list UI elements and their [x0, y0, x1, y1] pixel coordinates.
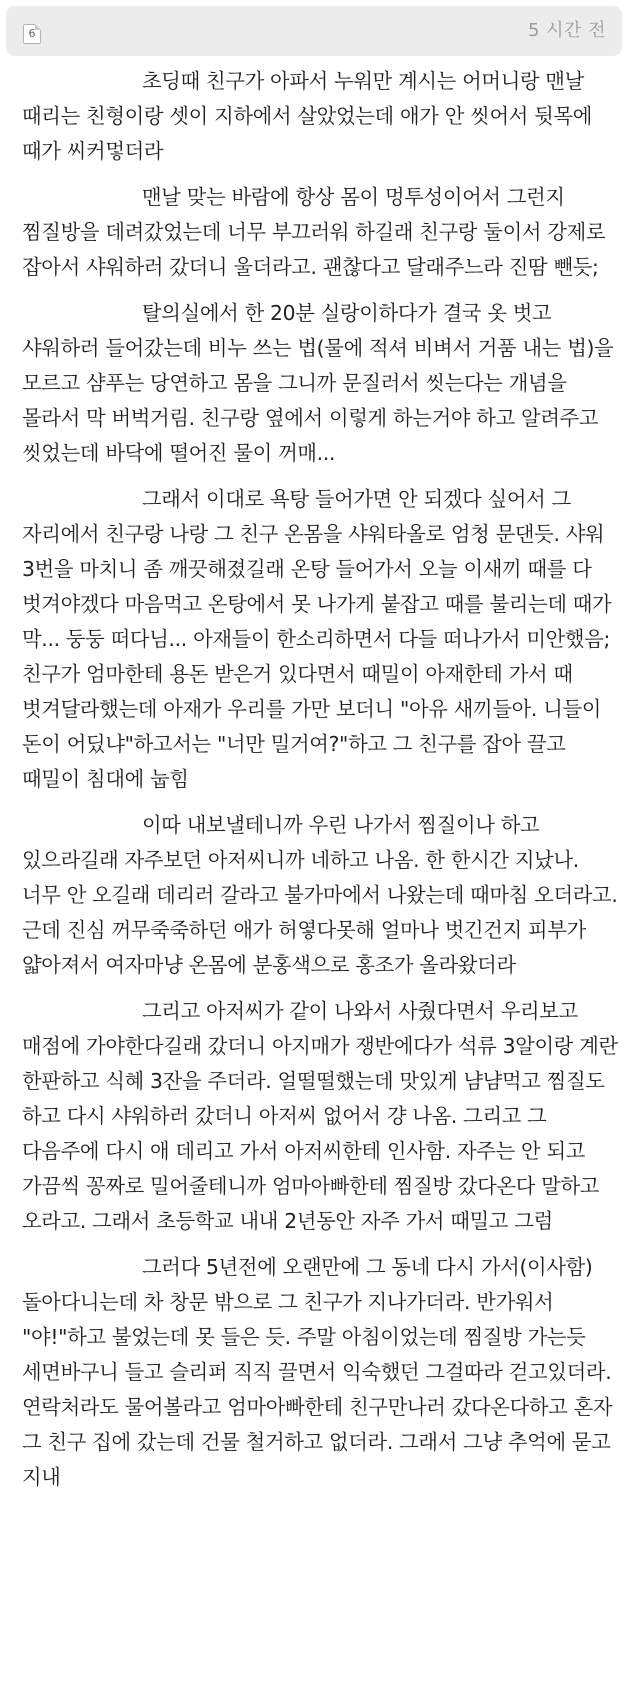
post-timestamp: 5 시간 전 — [527, 20, 606, 41]
post-paragraph-2: 맨날 맞는 바람에 항상 몸이 멍투성이어서 그런지 찜질방을 데려갔었는데 너무 부끄러워 하길래 친구랑 둘이서 강제로 잡아서 샤워하러 갔더니 울더라고. 괜찮다고 달래주느라 진땀 뺀듯; — [22, 185, 606, 279]
post-paragraph-1: 초딩때 친구가 아파서 누워만 계시는 어머니랑 맨날 때리는 친형이랑 셋이 지하에서 살았었는데 애가 안 씻어서 뒷목에 때가 씨커멓더라 — [22, 69, 593, 163]
post-body — [22, 64, 618, 1506]
post-paragraph-3: 탈의실에서 한 20분 실랑이하다가 결국 옷 벗고 샤워하러 들어갔는데 비누 쓰는 법(물에 적셔 비벼서 거품 내는 법)을 모르고 샴푸는 당연하고 몸을 그니까 문질러서 씻는다는 개념을 몰라서 막 버벅거림. 친구랑 옆에서 이렇게 하는거야 하고 알려주고 씻었는데 바닥에 떨어진 물이 꺼매... — [22, 301, 614, 465]
post-meta-bar — [6, 6, 622, 56]
document-icon[interactable]: 6 — [23, 24, 41, 44]
post-paragraph-7: 그러다 5년전에 오랜만에 그 동네 다시 가서(이사함) 돌아다니는데 차 창문 밖으로 그 친구가 지나가더라. 반가워서 "야!"하고 불었는데 못 들은 듯. 주말 아침이었는데 찜질방 가는듯 세면바구니 들고 슬리퍼 직직 끌면서 익숙했던 그걸따라 걷고있더라. 연락처라도 물어볼라고 엄마아빠한테 친구만나러 갔다온다하고 혼자 그 친구 집에 갔는데 건물 철거하고 없더라. 그래서 그냥 추억에 묻고 지내 — [22, 1255, 613, 1489]
post-paragraph-5: 이따 내보낼테니까 우린 나가서 찜질이나 하고 있으라길래 자주보던 아저씨니까 네하고 나옴. 한 한시간 지났나. 너무 안 오길래 데리러 갈라고 불가마에서 나왔는데 때마침 오더라고. 근데 진심 꺼무죽죽하던 애가 허옇다못해 얼마나 벗긴건지 피부가 얇아져서 여자마냥 온몸에 분홍색으로 홍조가 올라왔더라 — [22, 813, 618, 977]
post-paragraph-6: 그리고 아저씨가 같이 나와서 사줬다면서 우리보고 매점에 가야한다길래 갔더니 아지매가 쟁반에다가 석류 3알이랑 계란 한판하고 식혜 3잔을 주더라. 얼떨떨했는데 맛있게 냠냠먹고 찜질도 하고 다시 샤워하러 갔더니 아저씨 없어서 걍 나옴. 그리고 그 다음주에 다시 애 데리고 가서 아저씨한테 인사함. 자주는 안 되고 가끔씩 꽁짜로 밀어줄테니까 엄마아빠한테 찜질방 갔다온다 말하고 오라고. 그래서 초등학교 내내 2년동안 자주 가서 때밀고 그럼 — [22, 999, 618, 1233]
post-paragraph-4: 그래서 이대로 욕탕 들어가면 안 되겠다 싶어서 그 자리에서 친구랑 나랑 그 친구 온몸을 샤워타올로 엄청 문댄듯. 샤워 3번을 마치니 좀 깨끗해졌길래 온탕 들어가서 오늘 이새끼 때를 다 벗겨야겠다 마음먹고 온탕에서 못 나가게 붙잡고 때를 불리는데 때가 막... 둥둥 떠다님... 아재들이 한소리하면서 다들 떠나가서 미안했음; 친구가 엄마한테 용돈 받은거 있다면서 때밀이 아재한테 가서 때 벗겨달라했는데 아재가 우리를 가만 보더니 "아유 새끼들아. 니들이 돈이 어딨냐"하고서는 "너만 밀거여?"하고 그 친구를 잡아 끌고 때밀이 침대에 눕힘 — [22, 487, 612, 791]
